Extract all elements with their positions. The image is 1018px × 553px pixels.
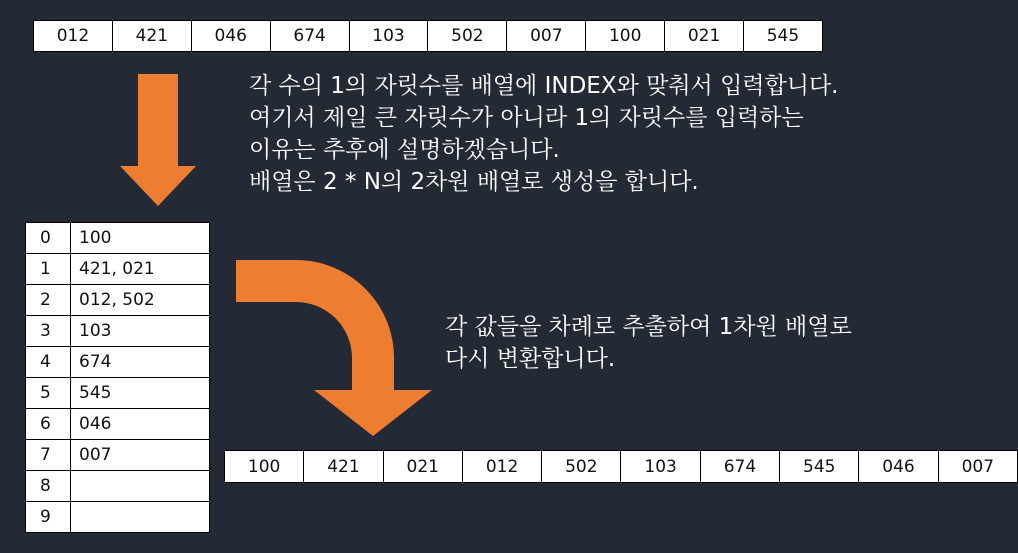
- table-row: [26, 223, 210, 254]
- description-top: [249, 70, 838, 198]
- table-row: [26, 285, 210, 316]
- bucket-values: 545: [71, 378, 210, 409]
- bucket-index: 0: [26, 223, 71, 254]
- input-array-cell: 545: [766, 26, 800, 46]
- input-array-cell: 502: [428, 21, 507, 51]
- output-array-cell: 502: [542, 451, 621, 482]
- input-array-cell: 100: [586, 21, 665, 51]
- input-array-cell: 021: [665, 21, 744, 51]
- table-row: [26, 471, 210, 502]
- bucket-index: 1: [26, 254, 71, 285]
- output-array-cell: 103: [621, 451, 700, 482]
- output-array-cell: 021: [384, 451, 463, 482]
- bucket-values: [71, 502, 210, 533]
- bucket-values: 100: [71, 223, 210, 254]
- bucket-index: 4: [26, 347, 71, 378]
- bucket-values: 012, 502: [71, 285, 210, 316]
- output-array: [224, 450, 1018, 483]
- output-array-cell: 046: [859, 451, 938, 482]
- table-row: [26, 347, 210, 378]
- description-line: 이유는 추후에 설명하겠습니다.: [249, 137, 560, 163]
- bucket-values: [71, 471, 210, 502]
- input-array-cell: 012: [34, 21, 113, 51]
- bucket-index: 8: [26, 471, 71, 502]
- output-array-cell: 012: [463, 451, 542, 482]
- bucket-index: 3: [26, 316, 71, 347]
- description-line: 다시 변환합니다.: [445, 346, 616, 372]
- input-array-cell: 046: [192, 21, 271, 51]
- table-row: [26, 409, 210, 440]
- bucket-values: 007: [71, 440, 210, 471]
- bucket-table: [25, 222, 210, 533]
- input-array: [33, 20, 823, 52]
- output-array-cell: 007: [961, 456, 995, 477]
- input-array-cell: 421: [113, 21, 192, 51]
- bucket-index: 5: [26, 378, 71, 409]
- bucket-index: 9: [26, 502, 71, 533]
- table-row: [26, 316, 210, 347]
- description-line: 각 수의 1의 자릿수를 배열에 INDEX와 맞춰서 입력합니다.: [249, 73, 839, 99]
- output-array-cell: 421: [304, 451, 383, 482]
- bucket-values: 103: [71, 316, 210, 347]
- output-array-cell: 674: [701, 451, 780, 482]
- bucket-index: 6: [26, 409, 71, 440]
- description-line: 각 값들을 차례로 추출하여 1차원 배열로: [445, 314, 852, 340]
- output-array-cell: 545: [780, 451, 859, 482]
- bucket-index: 2: [26, 285, 71, 316]
- table-row: [26, 502, 210, 533]
- table-row: [26, 378, 210, 409]
- bucket-values: 421, 021: [71, 254, 210, 285]
- bucket-values: 046: [71, 409, 210, 440]
- description-line: 여기서 제일 큰 자릿수가 아니라 1의 자릿수를 입력하는: [249, 105, 804, 131]
- input-array-cell: 674: [271, 21, 350, 51]
- table-row: [26, 440, 210, 471]
- description-line: 배열은 2 * N의 2차원 배열로 생성을 합니다.: [249, 169, 699, 195]
- down-arrow-icon: [120, 74, 196, 206]
- description-bottom: [445, 311, 852, 375]
- input-array-cell: 007: [507, 21, 586, 51]
- table-row: [26, 254, 210, 285]
- input-array-cell: 103: [350, 21, 429, 51]
- bucket-values: 674: [71, 347, 210, 378]
- bucket-index: 7: [26, 440, 71, 471]
- curved-arrow-icon: [236, 260, 432, 436]
- output-array-cell: 100: [225, 451, 304, 482]
